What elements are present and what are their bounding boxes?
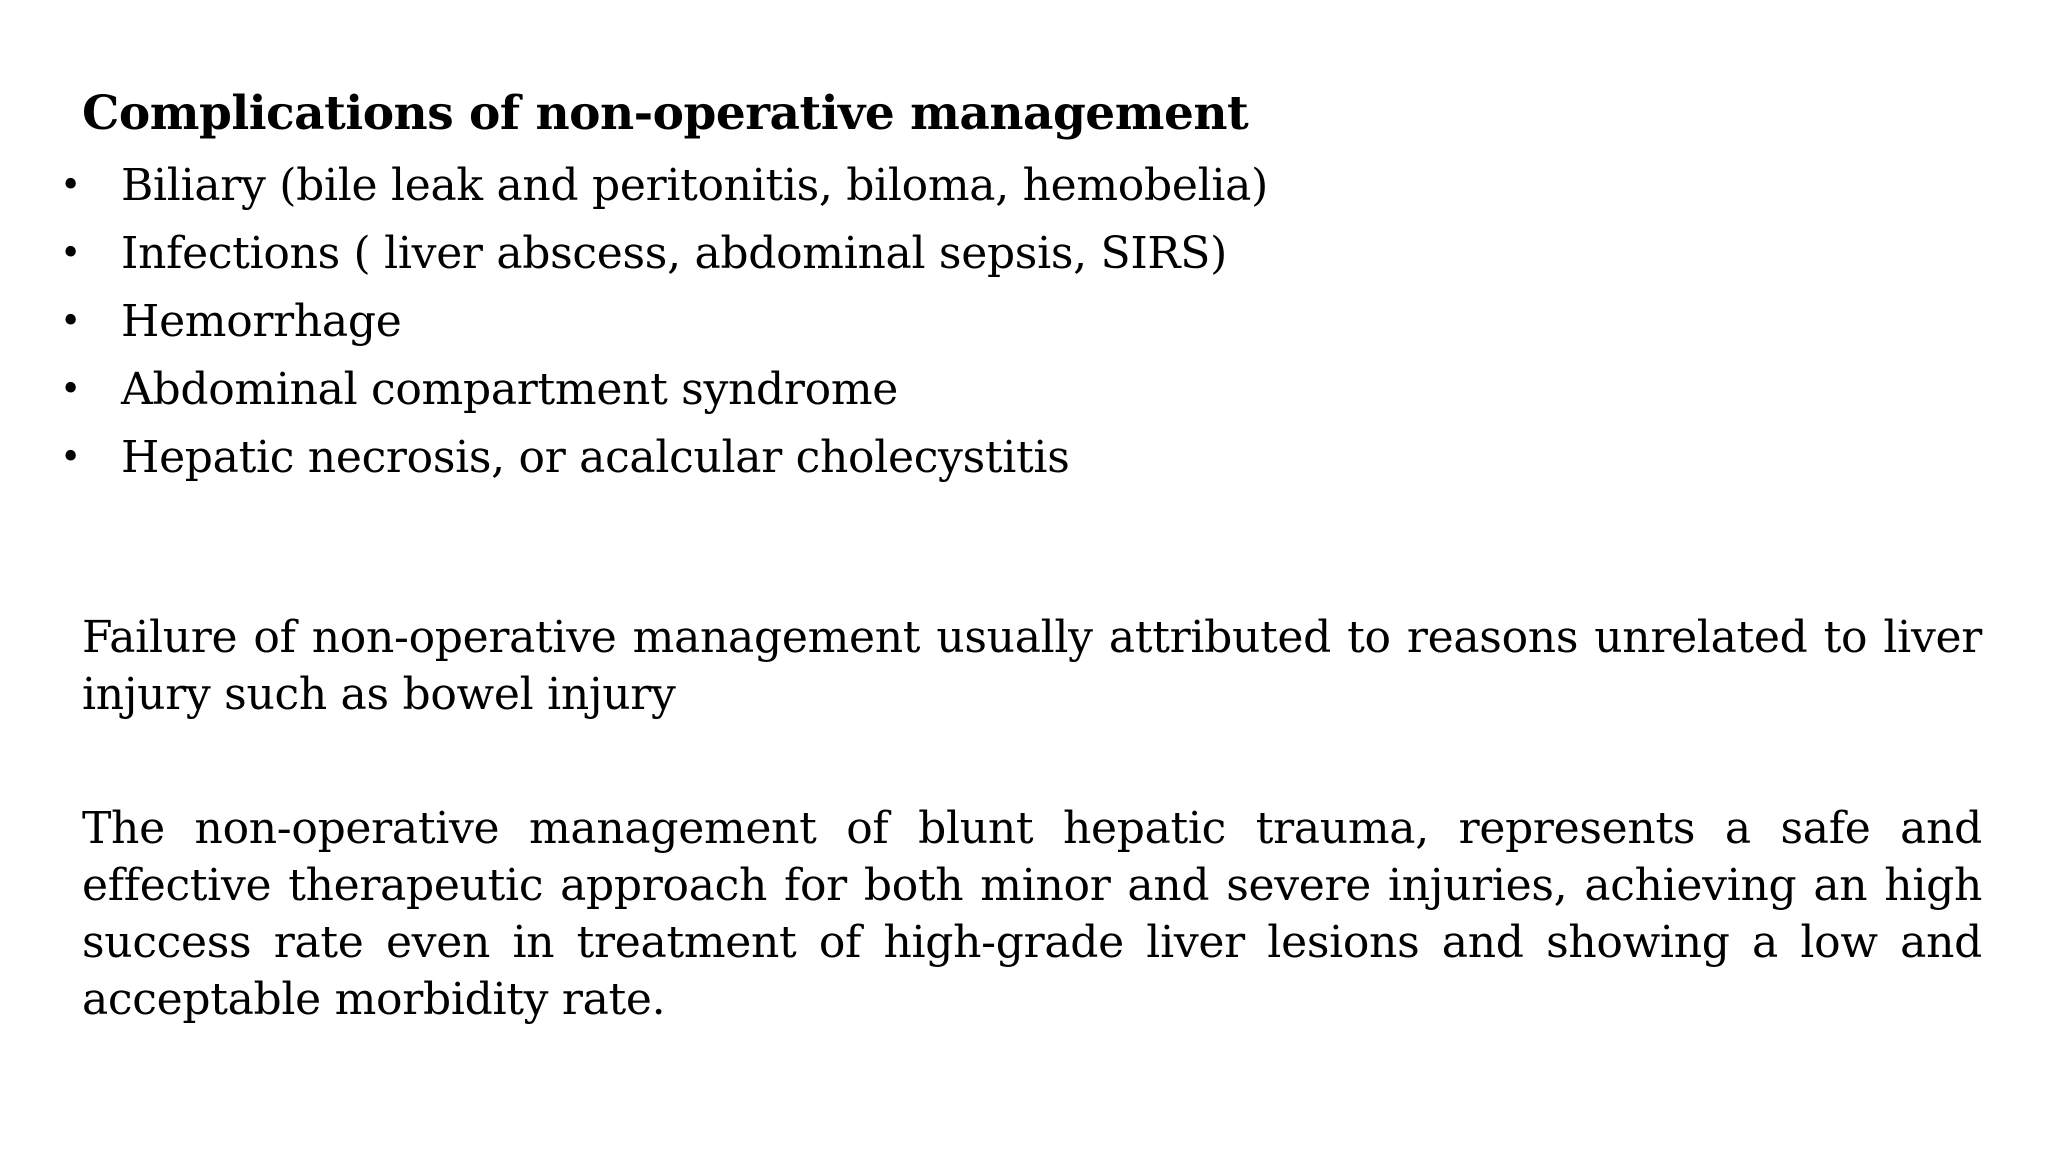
slide-heading: Complications of non-operative management: [82, 86, 1249, 141]
list-item: [60, 424, 1268, 492]
list-item-text: Biliary (bile leak and peritonitis, biloma, hemobelia): [121, 160, 1268, 211]
list-item-text: Hemorrhage: [121, 296, 402, 347]
list-item-text: Infections ( liver abscess, abdominal sepsis, SIRS): [121, 228, 1227, 279]
bullet-icon: •: [60, 165, 81, 206]
bullet-icon: •: [60, 369, 81, 410]
complications-list: [60, 152, 1268, 492]
list-item: [60, 152, 1268, 220]
list-item: [60, 356, 1268, 424]
list-item: [60, 220, 1268, 288]
list-item-text: Abdominal compartment syndrome: [121, 364, 898, 415]
list-item: [60, 288, 1268, 356]
summary-paragraph: The non-operative management of blunt hepatic trauma, represents a safe and effective therapeutic approach for both minor and severe injuries, achieving an high success rate even in treatment of high-grade liver lesions and showing a low and acceptable morbidity rate.: [82, 803, 1982, 1025]
bullet-icon: •: [60, 233, 81, 274]
list-item-text: Hepatic necrosis, or acalcular cholecystitis: [121, 432, 1070, 483]
bullet-icon: •: [60, 301, 81, 342]
failure-paragraph: Failure of non-operative management usually attributed to reasons unrelated to liver injury such as bowel injury: [82, 612, 1982, 720]
bullet-icon: •: [60, 437, 81, 478]
